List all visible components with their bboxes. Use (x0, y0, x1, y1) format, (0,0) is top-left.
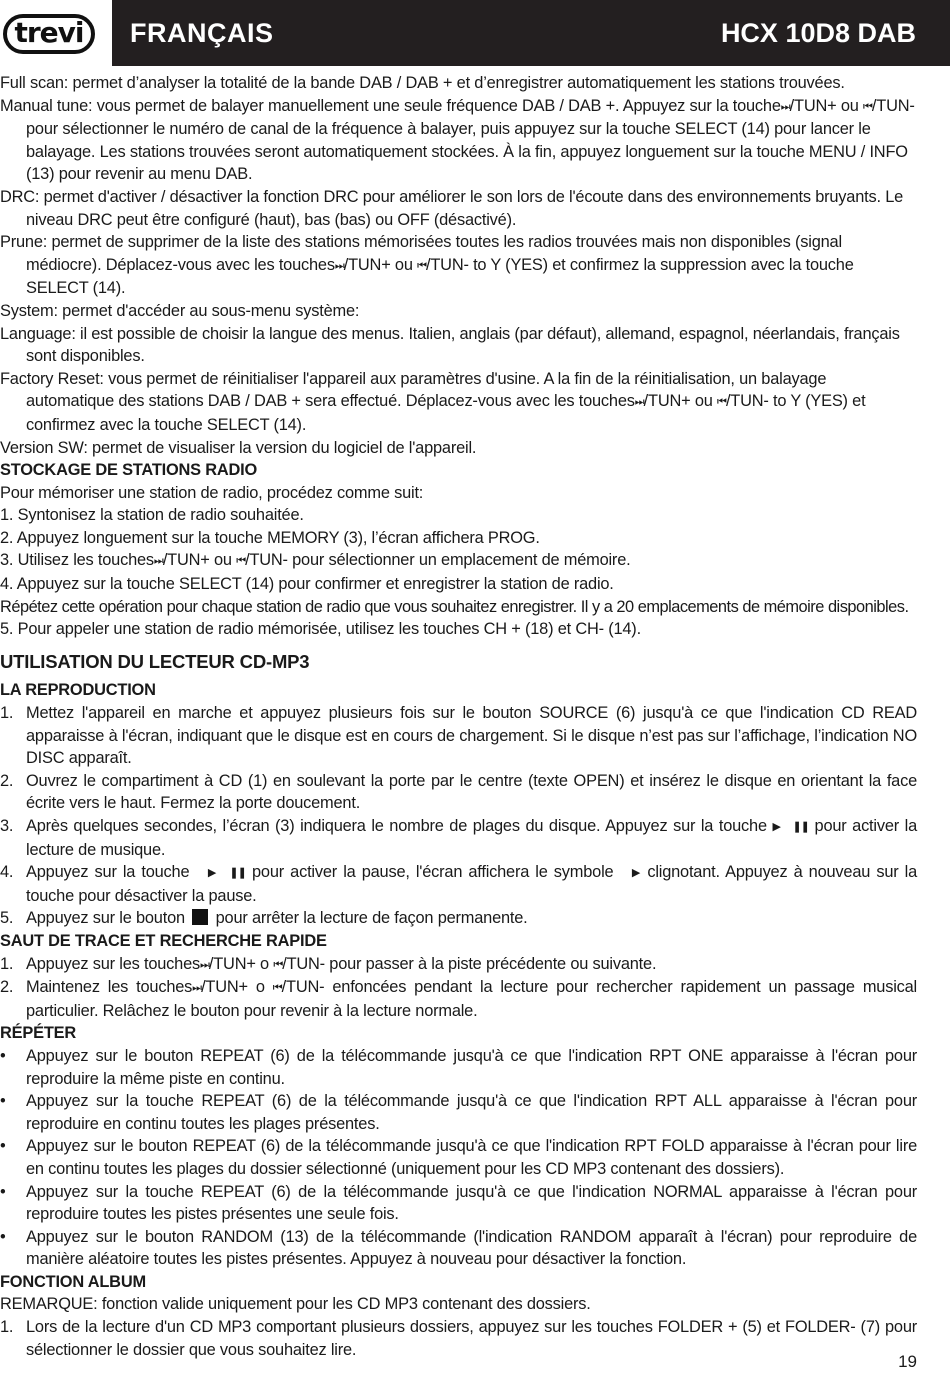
page-content (0, 72, 917, 1361)
item-text: Appuyez sur la touche REPEAT (6) de la télécommande jusqu'à ce que l'indication NORMAL apparaisse à l'écran pour reproduire toutes les pistes présentes une seule fois. (26, 1182, 917, 1224)
bullet-item (0, 1090, 917, 1135)
item-text: Appuyez sur les touches (26, 954, 200, 973)
bullet-item (0, 1045, 917, 1090)
version-paragraph: Version SW: permet de visualiser la version du logiciel de l'appareil. (0, 438, 477, 457)
next-icon: ⏭ (634, 396, 644, 409)
text-span: /TUN- to Y (YES) et confirmez la suppression avec la touche SELECT (14). (26, 255, 854, 298)
next-icon: ⏭ (334, 259, 344, 272)
text-span: /TUN- pour sélectionner un emplacement de mémoire. (245, 551, 631, 570)
saut-heading: SAUT DE TRACE ET RECHERCHE RAPIDE (0, 931, 327, 950)
stockage-step-4: 4. Appuyez sur la touche SELECT (14) pour confirmer et enregistrer la station de radio. (0, 575, 614, 594)
list-item (0, 907, 917, 930)
item-text: Appuyez sur le bouton RANDOM (13) de la télécommande (l'indication RANDOM apparaît à l'écran) pour reproduire de manière aléatoire toutes les pistes présentes. Appuyez à nouveau pour désactiver la fonction. (26, 1227, 917, 1269)
list-item (0, 702, 917, 770)
list-item (0, 1316, 917, 1361)
bullet-icon: • (0, 1227, 6, 1246)
text-span: /TUN+ ou (162, 551, 237, 570)
bullet-icon: • (0, 1182, 6, 1201)
bullet-icon: • (0, 1137, 6, 1156)
next-icon: ⏭ (192, 982, 202, 995)
item-text: Appuyez sur la touche (26, 863, 196, 882)
bullet-icon: • (0, 1092, 6, 1111)
item-number: 1. (0, 954, 14, 973)
item-number: 2. (0, 771, 14, 790)
stockage-heading: STOCKAGE DE STATIONS RADIO (0, 461, 258, 480)
model-name: HCX 10D8 DAB (720, 18, 916, 48)
list-item (0, 976, 917, 1022)
bullet-item (0, 1135, 917, 1180)
item-text: Après quelques secondes, l’écran (3) indiquera le nombre de plages du disque. Appuyez sur la touche (26, 817, 773, 835)
album-heading: FONCTION ALBUM (0, 1272, 146, 1291)
next-icon: ⏭ (153, 555, 163, 568)
prev-icon: ⏮ (417, 259, 427, 272)
text-span: Manual tune: vous permet de balayer manuellement une seule fréquence DAB / DAB +. Appuyez sur la touche (0, 96, 781, 115)
pause-icon: ❚❚ (229, 867, 246, 880)
logo-area (0, 0, 112, 66)
item-number: 1. (0, 704, 14, 723)
next-icon: ⏭ (199, 958, 209, 971)
bullet-item (0, 1181, 917, 1226)
text-span: /TUN- pour sélectionner le numéro de canal de la fréquence à balayer, puis appuyez sur la touche SELECT (14) pour lancer le balayage. Les stations trouvées seront automatiquement stockées. À la fin, appuyez longuement sur la touche MENU / INFO (13) pour revenir au menu DAB. (26, 96, 915, 184)
prev-icon: ⏮ (272, 982, 282, 995)
item-text: /TUN+ o (208, 954, 274, 973)
item-text: pour activer la lecture de musique. (26, 817, 917, 859)
item-text: /TUN- enfoncées pendant la lecture pour rechercher rapidement un passage musical particulier. Relâchez le bouton pour revenir à la lecture normale. (26, 978, 917, 1020)
pause-icon: ❚❚ (792, 821, 809, 833)
list-item (0, 953, 917, 977)
full-scan-paragraph: Full scan: permet d’analyser la totalité de la bande DAB / DAB + et d’enregistrer automatiquement les stations trouvées. (0, 74, 845, 92)
item-text: /TUN+ o (201, 978, 273, 997)
item-text: pour arrêter la lecture de façon permanente. (211, 909, 528, 928)
text-span: Prune: permet de supprimer de la liste des stations mémorisées toutes les radios trouvées mais non disponibles (signal médiocre). Déplacez-vous avec les touches (0, 233, 842, 274)
text-span: /TUN+ ou (343, 255, 418, 274)
stockage-repeat-note: Répétez cette opération pour chaque station de radio que vous souhaitez enregistrer. Il y a 20 emplacements de mémoire disponibles. (0, 597, 909, 616)
text-span: 3. Utilisez les touches (0, 551, 154, 570)
bullet-item (0, 1226, 917, 1271)
item-text: Appuyez sur le bouton (26, 909, 190, 928)
text-span: /TUN- to Y (YES) et confirmez avec la touche SELECT (14). (26, 392, 866, 434)
item-text: pour activer la pause, l'écran affichera le symbole (245, 863, 620, 882)
item-text: Ouvrez le compartiment à CD (1) en soulevant la porte par le centre (texte OPEN) et insérez le disque en orientant la face écrite vers le haut. Fermez la porte doucement. (26, 771, 917, 813)
item-text: Mettez l'appareil en marche et appuyez plusieurs fois sur le bouton SOURCE (6) jusqu'à ce que l'indication CD READ apparaisse à l'écran, indiquant que le disque est en cours de chargement. Si le disque n’est pas sur l’affichage, l’indication NO DISC apparaît. (26, 704, 917, 768)
prev-icon: ⏮ (273, 958, 283, 971)
play-icon: ▶ (631, 867, 642, 880)
item-text: Appuyez sur le bouton REPEAT (6) de la télécommande jusqu'à ce que l'indication RPT FOLD apparaisse à l'écran pour lire en continu toutes les plages du dossier sélectionné (uniquement pour les CD MP3 contenant des dossiers). (26, 1137, 917, 1178)
item-text: /TUN- pour passer à la piste précédente ou suivante. (282, 954, 657, 973)
bullet-icon: • (0, 1046, 6, 1065)
prune-paragraph (0, 231, 917, 300)
text-span: /TUN+ ou (789, 96, 864, 115)
item-text: Maintenez les touches (26, 978, 193, 997)
item-number: 5. (0, 909, 14, 928)
text-span: /TUN+ ou (643, 392, 718, 411)
list-item (0, 815, 917, 861)
album-remark: REMARQUE: fonction valide uniquement pour les CD MP3 contenant des dossiers. (0, 1295, 591, 1314)
header-bar (112, 0, 950, 66)
item-number: 1. (0, 1318, 14, 1337)
list-item (0, 770, 917, 815)
item-number: 4. (0, 863, 14, 882)
item-text: clignotant. Appuyez à nouveau sur la touche pour désactiver la pause. (26, 863, 918, 905)
item-number: 2. (0, 978, 14, 997)
stockage-step-1: 1. Syntonisez la station de radio souhaitée. (0, 506, 304, 525)
repeter-heading: RÉPÉTER (0, 1024, 77, 1043)
trevi-logo: trevi (3, 14, 95, 54)
stockage-step-5: 5. Pour appeler une station de radio mémorisée, utilisez les touches CH + (18) et CH- (14). (0, 620, 641, 639)
text-span: Factory Reset: vous permet de réinitialiser l'appareil aux paramètres d'usine. A la fin de la réinitialisation, un balayage automatique des stations DAB / DAB + sera effectué. Déplacez-vous avec les touches (0, 369, 827, 411)
page-header (0, 0, 950, 66)
item-text: Appuyez sur la touche REPEAT (6) de la télécommande jusqu'à ce que l'indication RPT ALL apparaisse à l'écran pour reproduire en continu toutes les plages présentes. (26, 1092, 917, 1133)
item-text: Lors de la lecture d'un CD MP3 comportant plusieurs dossiers, appuyez sur les touches FOLDER + (5) et FOLDER- (7) pour sélectionner le dossier que vous souhaitez lire. (26, 1318, 917, 1359)
drc-paragraph: DRC: permet d'activer / désactiver la fonction DRC pour améliorer le son lors de l'écoute dans des environnements bruyants. Le niveau DRC peut être configuré (haut), bas (bas) ou OFF (désactivé). (0, 187, 904, 229)
next-icon: ⏭ (780, 100, 790, 113)
prev-icon: ⏮ (717, 396, 726, 409)
play-icon: ▶ (207, 867, 218, 880)
system-paragraph: System: permet d'accéder au sous-menu système: (0, 301, 360, 320)
language-paragraph: Language: il est possible de choisir la langue des menus. Italien, anglais (par défaut), allemand, espagnol, néerlandais, français sont disponibles. (0, 324, 900, 366)
stockage-intro: Pour mémoriser une station de radio, procédez comme suit: (0, 483, 424, 502)
section-language: FRANÇAIS (130, 18, 274, 48)
prev-icon: ⏮ (236, 555, 246, 568)
item-number: 3. (0, 817, 14, 835)
stockage-step-3 (0, 549, 917, 573)
manual-tune-paragraph (0, 95, 917, 186)
stop-icon (192, 909, 208, 925)
cd-section-heading: UTILISATION DU LECTEUR CD-MP3 (0, 650, 310, 672)
item-text: Appuyez sur le bouton REPEAT (6) de la télécommande jusqu'à ce que l'indication RPT ONE apparaisse à l'écran pour reproduire la même piste en continu. (26, 1046, 917, 1088)
prev-icon: ⏮ (863, 100, 872, 113)
list-item (0, 861, 917, 907)
page-number: 19 (898, 1352, 917, 1371)
stockage-step-2: 2. Appuyez longuement sur la touche MEMORY (3), l’écran affichera PROG. (0, 528, 540, 547)
factory-reset-paragraph (0, 368, 917, 437)
play-icon: ▶ (772, 821, 782, 833)
reproduction-heading: LA REPRODUCTION (0, 681, 156, 700)
